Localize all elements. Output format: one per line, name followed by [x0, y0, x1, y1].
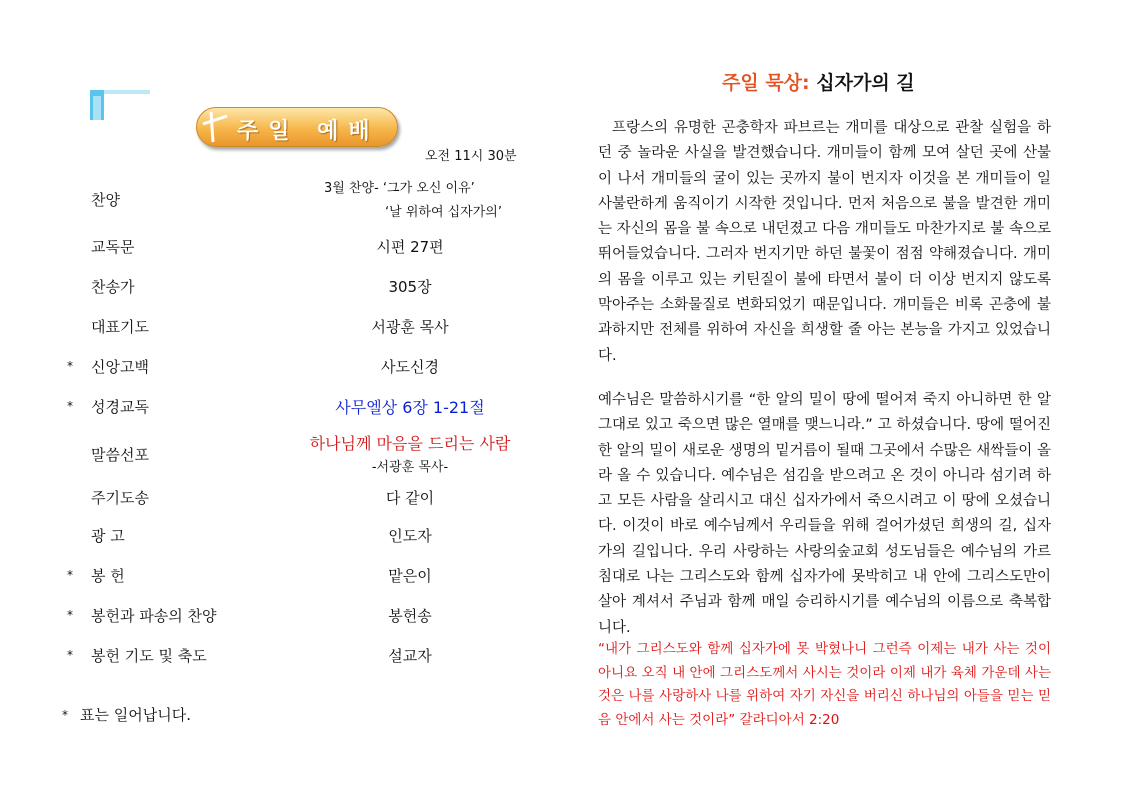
row-label-creed: 신앙고백: [91, 358, 149, 376]
row-value-announcements: 인도자: [388, 527, 432, 545]
worship-banner: [196, 107, 398, 147]
banner-title: 주일 예배: [237, 119, 380, 144]
row-label-announcements: 광 고: [91, 527, 125, 545]
row-value-offering: 맡은이: [388, 567, 432, 585]
service-time: 오전 11시 30분: [425, 149, 517, 164]
row-label-responsive-reading: 교독문: [91, 238, 135, 256]
row-value-offering-song: 봉헌송: [388, 607, 432, 625]
stand-marker: *: [67, 359, 73, 373]
row-value-scripture-reading: 사무엘상 6장 1-21절: [335, 398, 485, 417]
stand-marker: *: [67, 568, 73, 582]
corner-decoration: [90, 90, 150, 120]
row-value-praise-line2: ‘날 위하여 십자가의’: [385, 205, 502, 220]
row-value-praise-line1: 3월 찬양- ‘그가 오신 이유’: [324, 181, 475, 196]
row-value-lords-prayer: 다 같이: [385, 489, 435, 507]
row-value-prayer: 서광훈 목사: [371, 318, 449, 336]
scripture-quote: “내가 그리스도와 함께 십자가에 못 박혔나니 그런즉 이제는 내가 사는 것이 아니요 오직 내 안에 그리스도께서 사시는 것이라 이제 내가 육체 가운데 사는 것은 나를 사랑하사 나를 위하여 자기 자신을 버리신 하나님의 아들을 믿는 믿음 안에서 사는 것이라” 갈라디아서 2:20: [598, 641, 1051, 728]
row-value-hymn: 305장: [388, 278, 432, 296]
sermon-title: 하나님께 마음을 드리는 사람: [309, 434, 511, 453]
row-value-benediction: 설교자: [388, 647, 432, 665]
row-label-scripture-reading: 성경교독: [91, 398, 149, 416]
row-label-praise: 찬양: [91, 191, 120, 209]
row-label-lords-prayer: 주기도송: [91, 489, 149, 507]
row-label-offering-song: 봉헌과 파송의 찬양: [91, 607, 217, 625]
paragraph-1: 프랑스의 유명한 곤충학자 파브르는 개미를 대상으로 관찰 실험을 하던 중 놀라운 사실을 발견했습니다. 개미들이 함께 모여 살던 곳에 산불이 나서 개미들의 굴이 있는 곳까지 불이 번지자 이것을 본 개미들이 일사불란하게 움직이기 시작한 것입니다. 먼저 처음으로 불을 발견한 개미는 자신의 몸을 불 속으로 내던졌고 다음 개미들도 마찬가지로 불 속으로 뛰어들었습니다. 그러자 번지기만 하던 불꽃이 점점 약해졌습니다. 개미의 몸을 이루고 있는 키틴질이 불에 타면서 불이 더 이상 번지지 않도록 막아주는 소화물질로 변화되었기 때문입니다. 개미들은 비록 곤충에 불과하지만 전체를 위하여 자신을 희생할 줄 아는 본능을 가지고 있었습니다.: [598, 120, 1051, 364]
row-label-benediction: 봉헌 기도 및 축도: [91, 647, 207, 665]
stand-marker: *: [62, 708, 68, 722]
row-label-prayer: 대표기도: [91, 318, 149, 336]
sermon-preacher: -서광훈 목사-: [371, 460, 449, 475]
meditation-title-label: 주일 묵상:: [722, 72, 810, 94]
meditation-title: [722, 68, 915, 95]
row-label-offering: 봉 헌: [91, 567, 125, 585]
meditation-title-text: 십자가의 길: [816, 72, 915, 94]
stand-marker: *: [67, 648, 73, 662]
stand-marker: *: [67, 608, 73, 622]
stand-marker: *: [67, 399, 73, 413]
footnote: 표는 일어납니다.: [80, 706, 191, 724]
row-label-hymn: 찬송가: [91, 278, 135, 296]
row-label-sermon: 말씀선포: [91, 446, 149, 464]
cross-icon: [201, 110, 231, 144]
row-value-responsive-reading: 시편 27편: [376, 238, 444, 256]
paragraph-2: 예수님은 말씀하시기를 “한 알의 밀이 땅에 떨어져 죽지 아니하면 한 알 그대로 있고 죽으면 많은 열매를 맺느니라.” 고 하셨습니다. 땅에 떨어진 한 알의 밀이 새로운 생명의 밑거름이 될때 그곳에서 수많은 새싹들이 올라 올 수 있습니다. 예수님은 섬김을 받으려고 온 것이 아니라 섬기려 하고 모든 사람을 살리시고 대신 십자가에서 죽으시려고 이 땅에 오셨습니다. 이것이 바로 예수님께서 우리들을 위해 걸어가셨던 희생의 길, 십자가의 길입니다. 우리 사랑하는 사랑의숲교회 성도님들은 예수님의 가르침대로 나는 그리스도와 함께 십자가에 못박히고 내 안에 그리스도만이 살아 계셔서 주님과 함께 매일 승리하시기를 예수님의 이름으로 축복합니다.: [598, 392, 1051, 636]
row-value-creed: 사도신경: [381, 358, 439, 376]
